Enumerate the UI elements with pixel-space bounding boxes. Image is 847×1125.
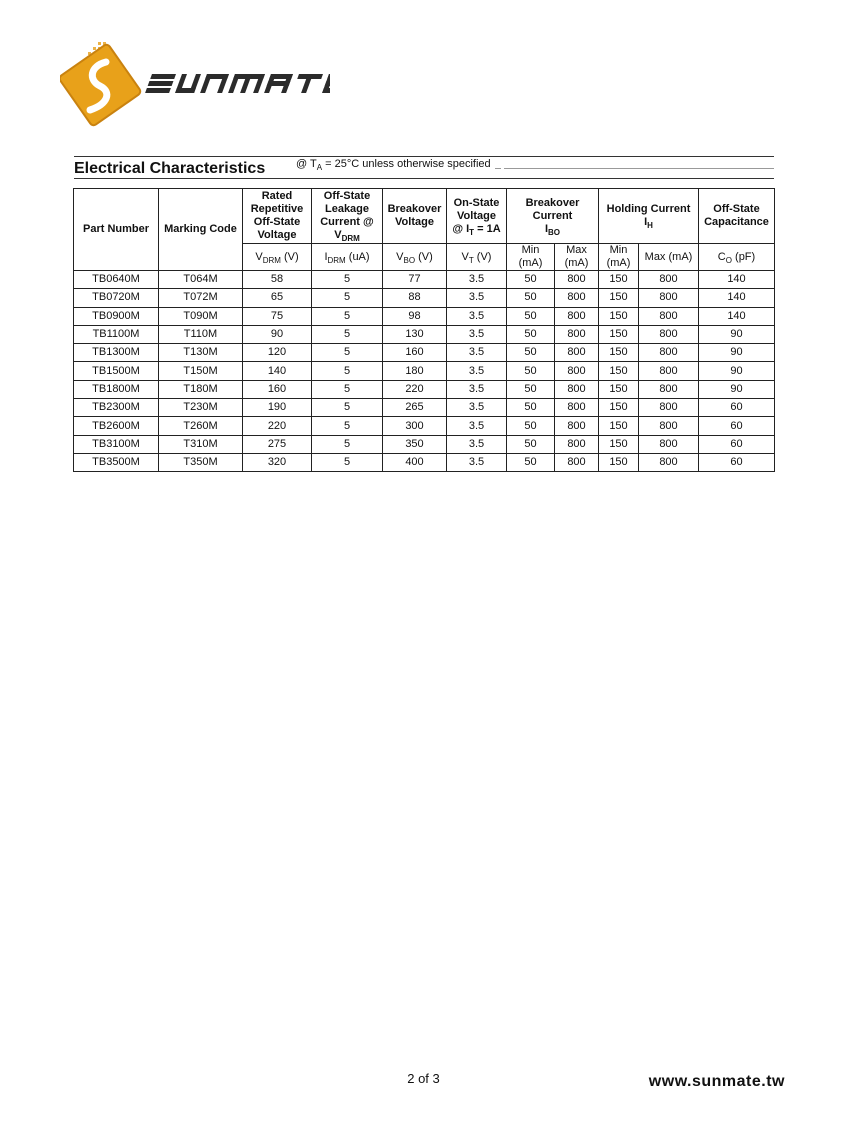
cell-co: 90 (699, 380, 775, 398)
divider (504, 168, 774, 169)
table-row (74, 289, 775, 307)
header-marking-code: Marking Code (159, 189, 243, 271)
header-part-number: Part Number (74, 189, 159, 271)
cell-ih-max: 800 (639, 435, 699, 453)
cell-co: 90 (699, 325, 775, 343)
cell-part-number: TB2600M (74, 417, 159, 435)
cell-marking-code: T180M (159, 380, 243, 398)
table-row (74, 380, 775, 398)
cell-ibo-min: 50 (507, 380, 555, 398)
cell-part-number: TB0640M (74, 271, 159, 289)
cell-idrm: 5 (312, 307, 383, 325)
cell-vt: 3.5 (447, 307, 507, 325)
cell-idrm: 5 (312, 435, 383, 453)
table-row (74, 344, 775, 362)
cell-co: 60 (699, 399, 775, 417)
header-onstate-voltage: On-State Voltage @ $I_T = 1A$ (447, 189, 507, 244)
cell-ibo-min: 50 (507, 344, 555, 362)
cell-vbo: 88 (383, 289, 447, 307)
cell-marking-code: T350M (159, 453, 243, 471)
cell-marking-code: T064M (159, 271, 243, 289)
cell-vdrm: 58 (243, 271, 312, 289)
cell-part-number: TB1800M (74, 380, 159, 398)
cell-part-number: TB1500M (74, 362, 159, 380)
cell-co: 140 (699, 307, 775, 325)
cell-vdrm: 320 (243, 453, 312, 471)
unit-ih-max: Max (mA) (639, 244, 699, 271)
cell-vdrm: 65 (243, 289, 312, 307)
table-row (74, 325, 775, 343)
cell-vdrm: 275 (243, 435, 312, 453)
test-condition: @ $T_A = 25^\circ C$ unless otherwise specified (296, 158, 495, 170)
cell-marking-code: T230M (159, 399, 243, 417)
unit-ih-min: Min (mA) (599, 244, 639, 271)
cell-co: 60 (699, 453, 775, 471)
cell-ibo-max: 800 (555, 362, 599, 380)
cell-marking-code: T110M (159, 325, 243, 343)
cell-part-number: TB3500M (74, 453, 159, 471)
header-rated-voltage: Rated Repetitive Off-State Voltage (243, 189, 312, 244)
electrical-characteristics-table (73, 188, 775, 472)
cell-co: 90 (699, 362, 775, 380)
cell-co: 140 (699, 289, 775, 307)
section-header (74, 156, 774, 180)
cell-part-number: TB2300M (74, 399, 159, 417)
cell-ibo-min: 50 (507, 435, 555, 453)
cell-part-number: TB0900M (74, 307, 159, 325)
cell-ibo-max: 800 (555, 289, 599, 307)
cell-idrm: 5 (312, 325, 383, 343)
table-row (74, 417, 775, 435)
cell-idrm: 5 (312, 289, 383, 307)
table-row (74, 399, 775, 417)
page-number: 2 of 3 (407, 1071, 440, 1086)
header-capacitance: Off-State Capacitance (699, 189, 775, 244)
cell-ibo-min: 50 (507, 362, 555, 380)
cell-vbo: 77 (383, 271, 447, 289)
cell-ibo-min: 50 (507, 417, 555, 435)
cell-vt: 3.5 (447, 453, 507, 471)
cell-vdrm: 120 (243, 344, 312, 362)
cell-ibo-max: 800 (555, 307, 599, 325)
table-row (74, 435, 775, 453)
cell-ih-max: 800 (639, 399, 699, 417)
cell-ih-min: 150 (599, 289, 639, 307)
cell-marking-code: T090M (159, 307, 243, 325)
cell-ibo-min: 50 (507, 325, 555, 343)
cell-vdrm: 160 (243, 380, 312, 398)
cell-marking-code: T310M (159, 435, 243, 453)
cell-ih-min: 150 (599, 399, 639, 417)
company-logo (60, 40, 330, 130)
cell-ibo-max: 800 (555, 453, 599, 471)
cell-vt: 3.5 (447, 362, 507, 380)
cell-ibo-min: 50 (507, 271, 555, 289)
cell-ih-min: 150 (599, 453, 639, 471)
cell-co: 60 (699, 435, 775, 453)
cell-ih-min: 150 (599, 380, 639, 398)
header-breakover-voltage: Breakover Voltage (383, 189, 447, 244)
cell-ih-max: 800 (639, 453, 699, 471)
cell-ibo-max: 800 (555, 271, 599, 289)
cell-vt: 3.5 (447, 417, 507, 435)
unit-idrm: $I_{DRM}$ (uA) (312, 244, 383, 271)
cell-ibo-min: 50 (507, 453, 555, 471)
cell-ibo-min: 50 (507, 399, 555, 417)
cell-vbo: 350 (383, 435, 447, 453)
cell-vbo: 180 (383, 362, 447, 380)
header-breakover-current: Breakover Current $I_{BO}$ (507, 189, 599, 244)
header-leakage-current: Off-State Leakage Current @ $V_{DRM}$ (312, 189, 383, 244)
cell-ih-max: 800 (639, 362, 699, 380)
cell-vdrm: 220 (243, 417, 312, 435)
cell-vbo: 98 (383, 307, 447, 325)
cell-idrm: 5 (312, 271, 383, 289)
cell-marking-code: T130M (159, 344, 243, 362)
cell-vt: 3.5 (447, 399, 507, 417)
cell-ibo-min: 50 (507, 307, 555, 325)
cell-ih-max: 800 (639, 307, 699, 325)
cell-ih-max: 800 (639, 380, 699, 398)
cell-ih-max: 800 (639, 344, 699, 362)
cell-part-number: TB0720M (74, 289, 159, 307)
cell-idrm: 5 (312, 399, 383, 417)
cell-vt: 3.5 (447, 380, 507, 398)
cell-vbo: 265 (383, 399, 447, 417)
cell-co: 90 (699, 344, 775, 362)
unit-vbo: $V_{BO}$ (V) (383, 244, 447, 271)
cell-vdrm: 190 (243, 399, 312, 417)
cell-part-number: TB3100M (74, 435, 159, 453)
cell-vbo: 220 (383, 380, 447, 398)
cell-ih-max: 800 (639, 271, 699, 289)
cell-vdrm: 75 (243, 307, 312, 325)
cell-co: 140 (699, 271, 775, 289)
section-title: Electrical Characteristics (74, 160, 266, 177)
header-holding-current: Holding Current $I_H$ (599, 189, 699, 244)
divider (74, 156, 774, 157)
cell-vt: 3.5 (447, 344, 507, 362)
unit-ibo-max: Max (mA) (555, 244, 599, 271)
cell-ih-min: 150 (599, 435, 639, 453)
table-row (74, 362, 775, 380)
cell-ibo-min: 50 (507, 289, 555, 307)
unit-ibo-min: Min (mA) (507, 244, 555, 271)
cell-ibo-max: 800 (555, 325, 599, 343)
cell-ih-min: 150 (599, 325, 639, 343)
cell-vt: 3.5 (447, 325, 507, 343)
cell-vdrm: 140 (243, 362, 312, 380)
cell-marking-code: T260M (159, 417, 243, 435)
cell-ih-min: 150 (599, 271, 639, 289)
unit-vdrm: $V_{DRM}$ (V) (243, 244, 312, 271)
divider (74, 178, 774, 179)
cell-idrm: 5 (312, 344, 383, 362)
table-row (74, 307, 775, 325)
cell-ibo-max: 800 (555, 417, 599, 435)
cell-vdrm: 90 (243, 325, 312, 343)
cell-ibo-max: 800 (555, 344, 599, 362)
table-row (74, 453, 775, 471)
cell-idrm: 5 (312, 417, 383, 435)
cell-ih-min: 150 (599, 307, 639, 325)
website-link[interactable]: www.sunmate.tw (648, 1073, 785, 1090)
cell-ih-max: 800 (639, 417, 699, 435)
cell-marking-code: T150M (159, 362, 243, 380)
cell-vbo: 400 (383, 453, 447, 471)
cell-vbo: 300 (383, 417, 447, 435)
cell-co: 60 (699, 417, 775, 435)
cell-ih-min: 150 (599, 417, 639, 435)
cell-ibo-max: 800 (555, 380, 599, 398)
cell-part-number: TB1300M (74, 344, 159, 362)
cell-idrm: 5 (312, 453, 383, 471)
cell-ih-min: 150 (599, 362, 639, 380)
cell-vt: 3.5 (447, 435, 507, 453)
cell-ih-min: 150 (599, 344, 639, 362)
unit-vt: $V_T$ (V) (447, 244, 507, 271)
cell-vbo: 130 (383, 325, 447, 343)
cell-vt: 3.5 (447, 271, 507, 289)
cell-marking-code: T072M (159, 289, 243, 307)
cell-vt: 3.5 (447, 289, 507, 307)
cell-ibo-max: 800 (555, 399, 599, 417)
cell-ibo-max: 800 (555, 435, 599, 453)
cell-idrm: 5 (312, 362, 383, 380)
cell-idrm: 5 (312, 380, 383, 398)
table-row (74, 271, 775, 289)
cell-vbo: 160 (383, 344, 447, 362)
cell-ih-max: 800 (639, 325, 699, 343)
cell-part-number: TB1100M (74, 325, 159, 343)
unit-co: $C_O$ (pF) (699, 244, 775, 271)
cell-ih-max: 800 (639, 289, 699, 307)
